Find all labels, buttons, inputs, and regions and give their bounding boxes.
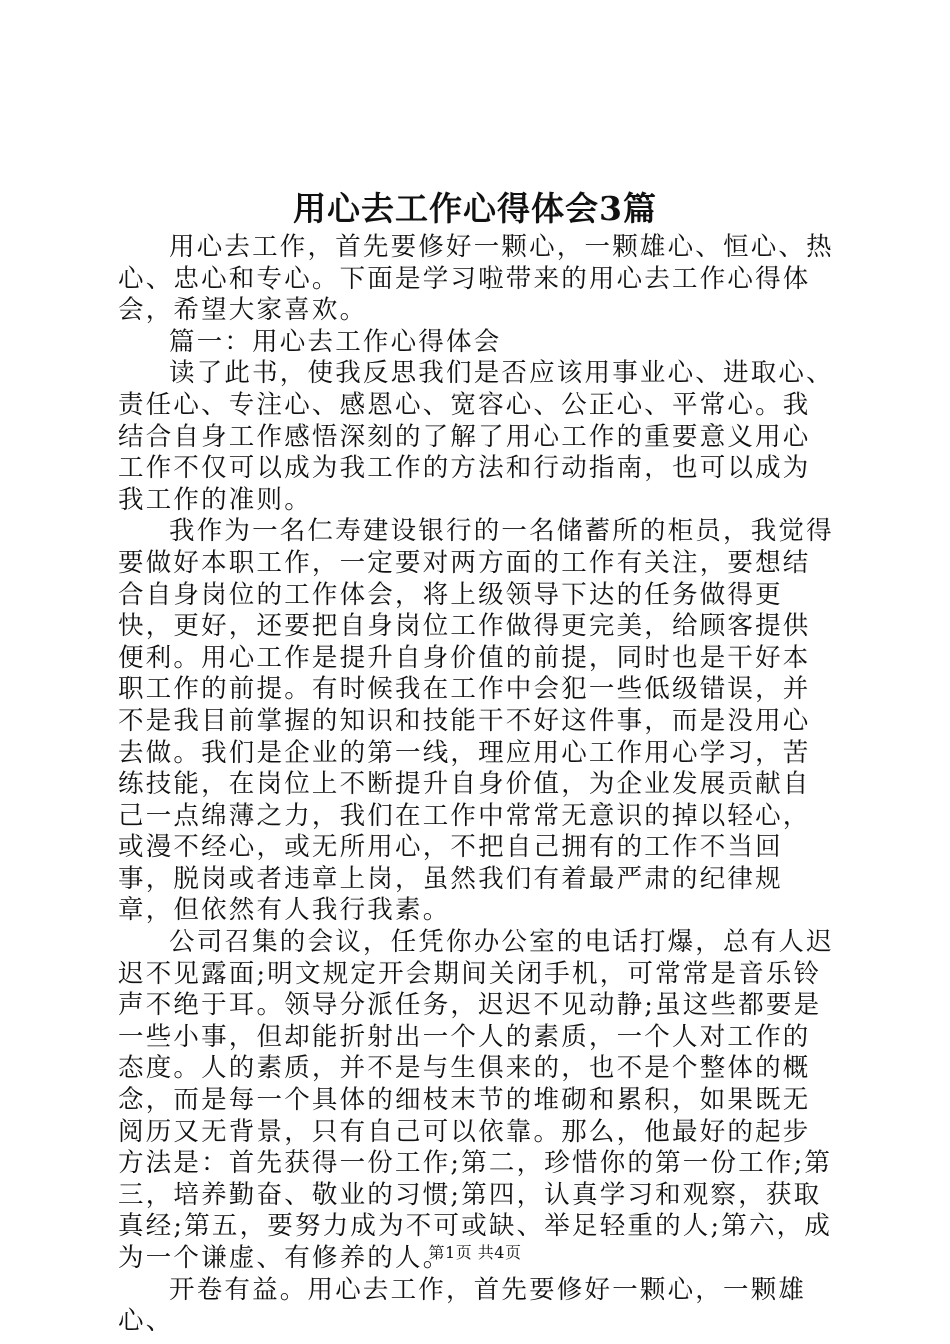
paragraph: 读了此书，使我反思我们是否应该用事业心、进取心、责任心、专注心、感恩心、宽容心、公正心、平常心。我结合自身工作感悟深刻的了解了用心工作的重要意义用心工作不仅可以成为我工作的方法和行动指南，也可以成为我工作的准则。 <box>118 358 834 515</box>
paragraph-intro: 用心去工作，首先要修好一颗心，一颗雄心、恒心、热心、忠心和专心。下面是学习啦带来的用心去工作心得体会，希望大家喜欢。 <box>118 232 834 326</box>
document-body <box>118 232 838 1338</box>
section-heading: 篇一：用心去工作心得体会 <box>169 326 502 357</box>
paragraph: 公司召集的会议，任凭你办公室的电话打爆，总有人迟迟不见露面;明文规定开会期间关闭手机，可常常是音乐铃声不绝于耳。领导分派任务，迟迟不见动静;虽这些都要是一些小事，但却能折射出一个人的素质，一个人对工作的态度。人的素质，并不是与生俱来的，也不是个整体的概念，而是每一个具体的细枝末节的堆砌和累积，如果既无阅历又无背景，只有自己可以依靠。那么，他最好的起步方法是：首先获得一份工作;第二，珍惜你的第一份工作;第三，培养勤奋、敬业的习惯;第四，认真学习和观察，获取真经;第五，要努力成为不可或缺、举足轻重的人;第六，成为一个谦虚、有修养的人。 <box>118 927 834 1273</box>
paragraph: 我作为一名仁寿建设银行的一名储蓄所的柜员，我觉得要做好本职工作，一定要对两方面的工作有关注，要想结合自身岗位的工作体会，将上级领导下达的任务做得更快，更好，还要把自身岗位工作做得更完美，给顾客提供便利。用心工作是提升自身价值的前提，同时也是干好本职工作的前提。有时候我在工作中会犯一些低级错误，并不是我目前掌握的知识和技能干不好这件事，而是没用心去做。我们是企业的第一线，理应用心工作用心学习，苦练技能，在岗位上不断提升自身价值，为企业发展贡献自己一点绵薄之力，我们在工作中常常无意识的掉以轻心，或漫不经心，或无所用心，不把自己拥有的工作不当回事，脱岗或者违章上岗，虽然我们有着最严肃的纪律规章，但依然有人我行我素。 <box>118 516 834 926</box>
paragraph: 开卷有益。用心去工作，首先要修好一颗心，一颗雄心、 <box>118 1274 807 1337</box>
page-footer: 第1页 共4页 <box>428 1243 522 1262</box>
page-title: 用心去工作心得体会3篇 <box>293 189 657 228</box>
